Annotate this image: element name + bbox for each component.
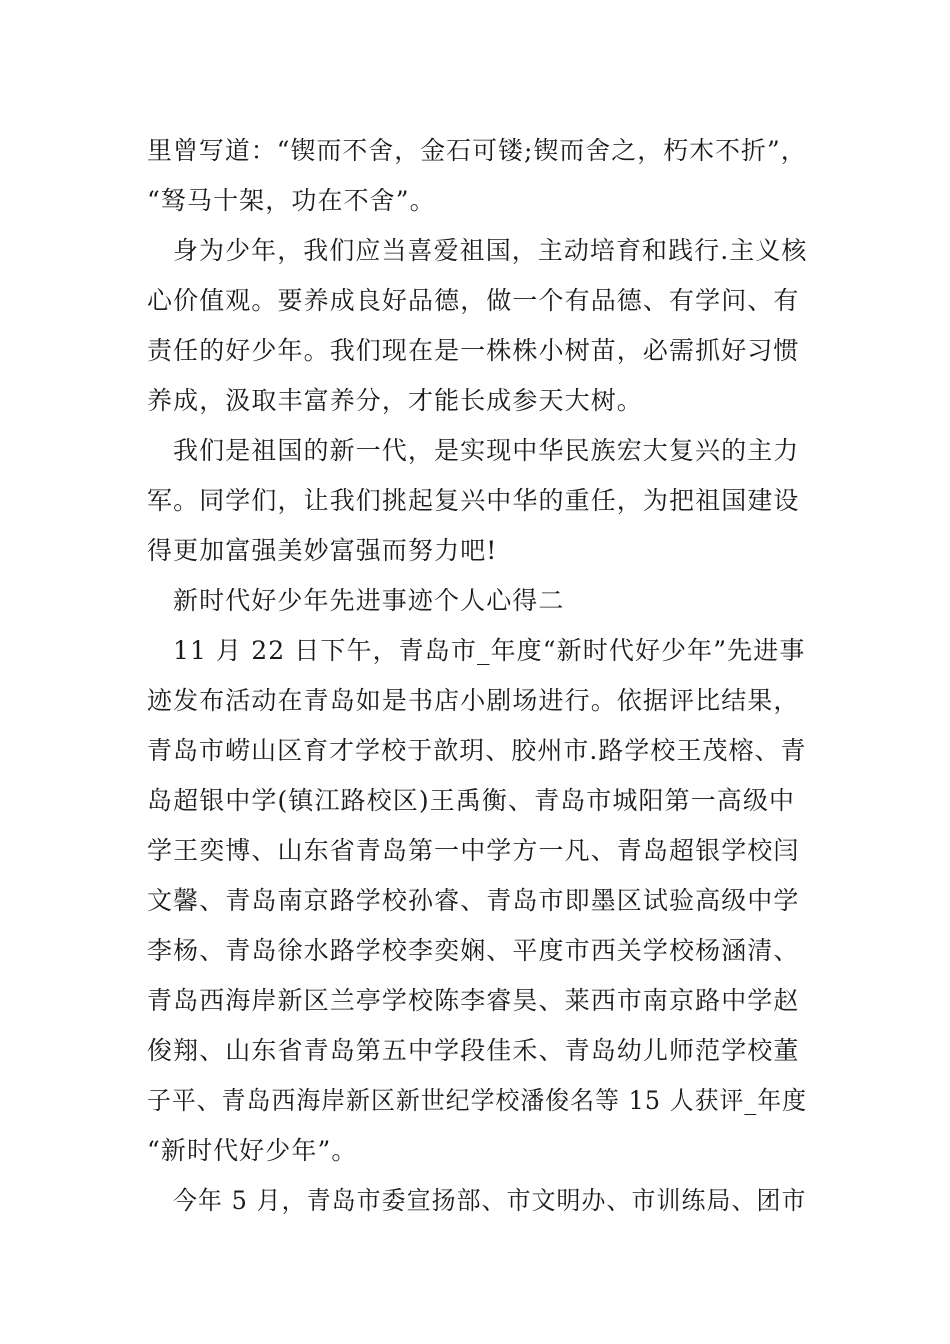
paragraph-start-line: 身为少年，我们应当喜爱祖国，主动培育和践行.主义核 (173, 236, 808, 265)
paragraph-start-line: 今年 5 月，青岛市委宣扬部、市文明办、市训练局、团市 (173, 1186, 807, 1215)
paragraph-start-line: 我们是祖国的新一代，是实现中华民族宏大复兴的主力 (173, 436, 800, 465)
text-line: 里曾写道：“锲而不舍，金石可镂;锲而舍之，朽木不折”， (147, 136, 807, 165)
text-line: 青岛市崂山区育才学校于歆玥、胶州市.路学校王茂榕、青 (147, 736, 807, 765)
text-line: 文馨、青岛南京路学校孙睿、青岛市即墨区试验高级中学 (147, 886, 800, 915)
text-line: 青岛西海岸新区兰亭学校陈李睿昊、莱西市南京路中学赵 (147, 986, 800, 1015)
text-line: 养成，汲取丰富养分，才能长成参天大树。 (147, 386, 643, 415)
text-line: 俊翔、山东省青岛第五中学段佳禾、青岛幼儿师范学校董 (147, 1036, 800, 1065)
text-line: 军。同学们，让我们挑起复兴中华的重任，为把祖国建设 (147, 486, 800, 515)
text-line: “驽马十架，功在不舍”。 (147, 186, 436, 215)
text-line: 岛超银中学(镇江路校区)王禹衡、青岛市城阳第一高级中 (147, 786, 796, 815)
text-line: “新时代好少年”。 (147, 1136, 358, 1165)
text-line: 责任的好少年。我们现在是一株株小树苗，必需抓好习惯 (147, 336, 800, 365)
paragraph-start-line: 11 月 22 日下午，青岛市_年度“新时代好少年”先进事 (173, 636, 806, 665)
text-line: 心价值观。要养成良好品德，做一个有品德、有学问、有 (147, 286, 800, 315)
text-line: 子平、青岛西海岸新区新世纪学校潘俊名等 15 人获评_年度 (147, 1086, 808, 1115)
text-line: 李杨、青岛徐水路学校李奕娴、平度市西关学校杨涵清、 (147, 936, 800, 965)
text-line: 得更加富强美妙富强而努力吧! (147, 536, 498, 565)
section-heading: 新时代好少年先进事迹个人心得二 (173, 586, 565, 615)
text-line: 学王奕博、山东省青岛第一中学方一凡、青岛超银学校闫 (147, 836, 800, 865)
text-line: 迹发布活动在青岛如是书店小剧场进行。依据评比结果， (147, 686, 800, 715)
